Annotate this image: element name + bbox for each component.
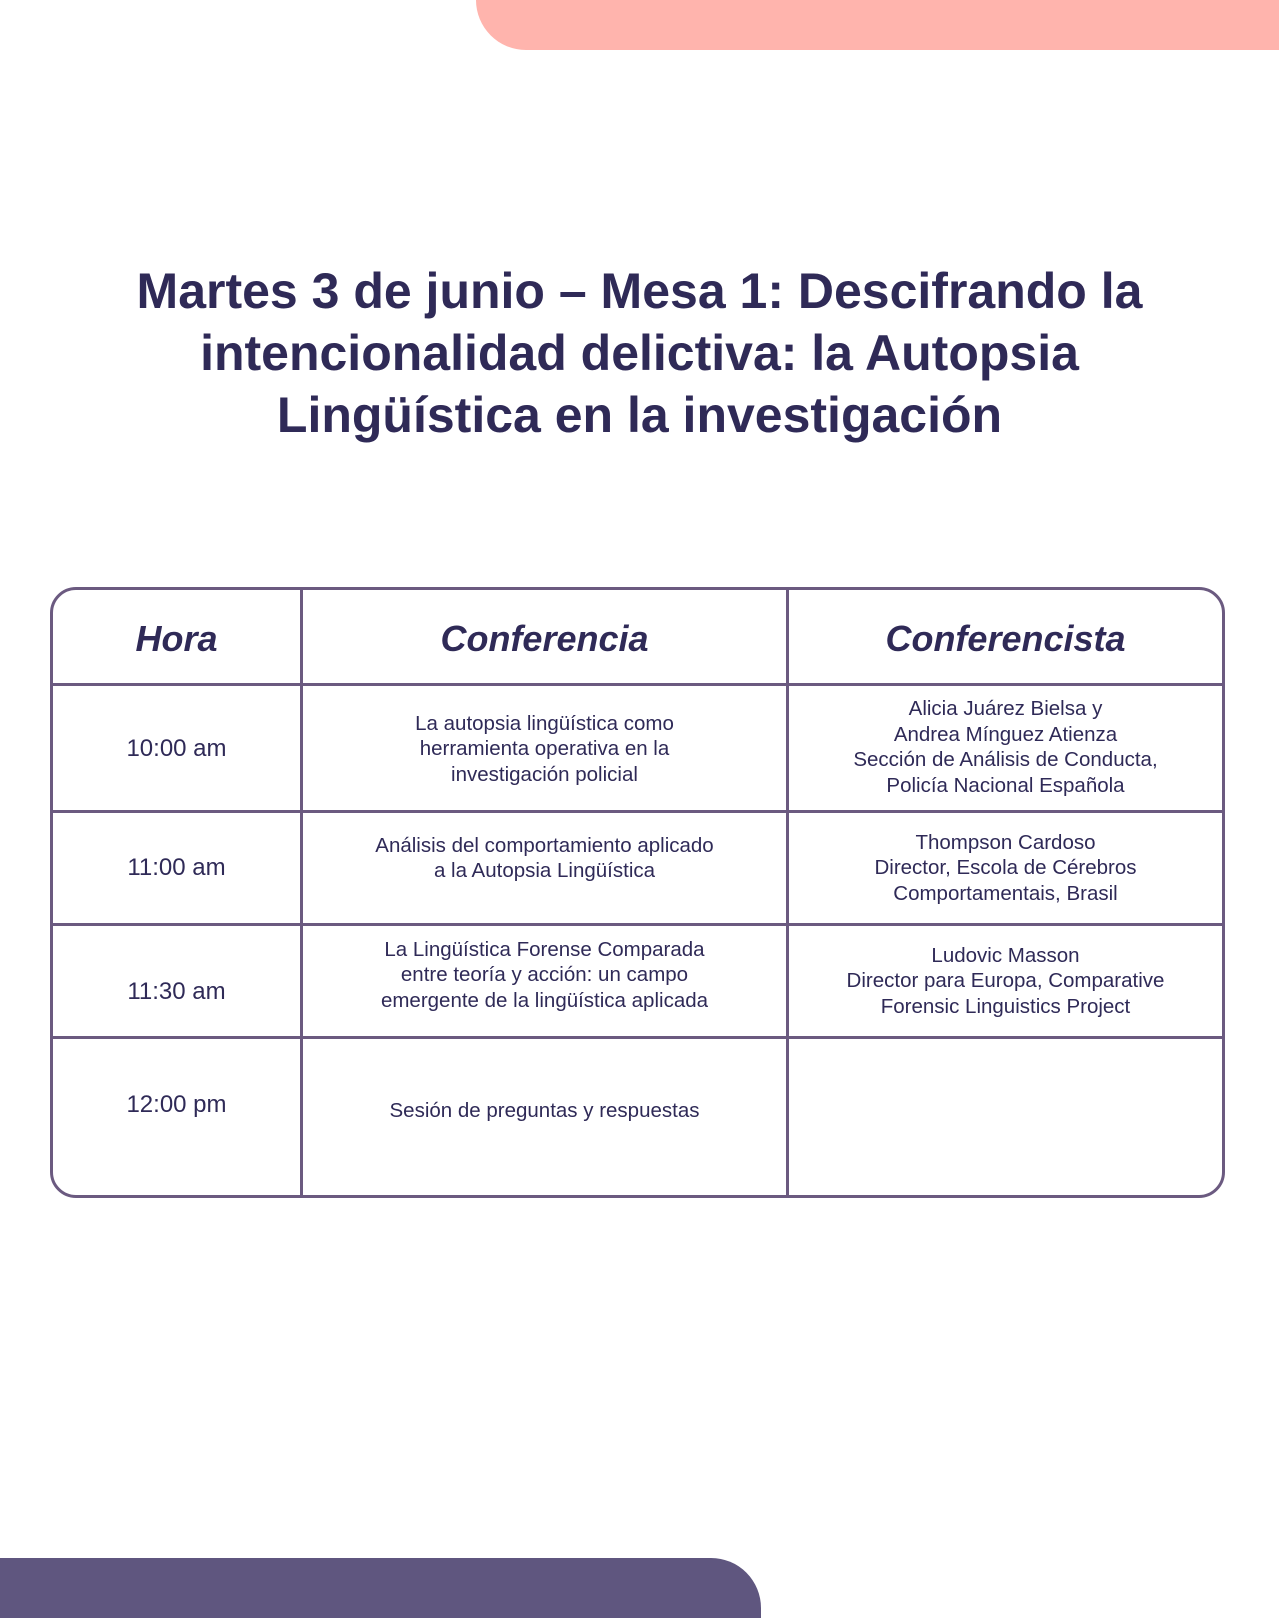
row-4-conferencista — [789, 1039, 1222, 1195]
header-hora: Hora — [53, 590, 303, 686]
header-conferencista: Conferencista — [789, 590, 1222, 686]
bottom-accent-bar — [0, 1558, 761, 1618]
header-conferencia: Conferencia — [303, 590, 789, 686]
row-1-conferencia: La autopsia lingüística como herramienta operativa en la investigación policial — [303, 686, 789, 813]
row-2-hora: 11:00 am — [53, 813, 303, 926]
row-4-conferencia: Sesión de preguntas y respuestas — [303, 1039, 789, 1195]
row-1-conferencista: Alicia Juárez Bielsa y Andrea Mínguez Atienza Sección de Análisis de Conducta, Policía Nacional Española — [789, 686, 1222, 813]
schedule-table — [50, 587, 1225, 1198]
row-1-hora: 10:00 am — [53, 686, 303, 813]
row-4-hora: 12:00 pm — [53, 1039, 303, 1195]
row-2-conferencia: Análisis del comportamiento aplicado a la Autopsia Lingüística — [303, 813, 789, 926]
top-accent-bar — [476, 0, 1279, 50]
row-3-conferencia: La Lingüística Forense Comparada entre teoría y acción: un campo emergente de la lingüística aplicada — [303, 926, 789, 1039]
page-title: Martes 3 de junio – Mesa 1: Descifrando la intencionalidad delictiva: la Autopsia Lingüística en la investigación — [136, 263, 1143, 443]
row-3-hora: 11:30 am — [53, 926, 303, 1039]
row-3-conferencista: Ludovic Masson Director para Europa, Comparative Forensic Linguistics Project — [789, 926, 1222, 1039]
row-2-conferencista: Thompson Cardoso Director, Escola de Cérebros Comportamentais, Brasil — [789, 813, 1222, 926]
